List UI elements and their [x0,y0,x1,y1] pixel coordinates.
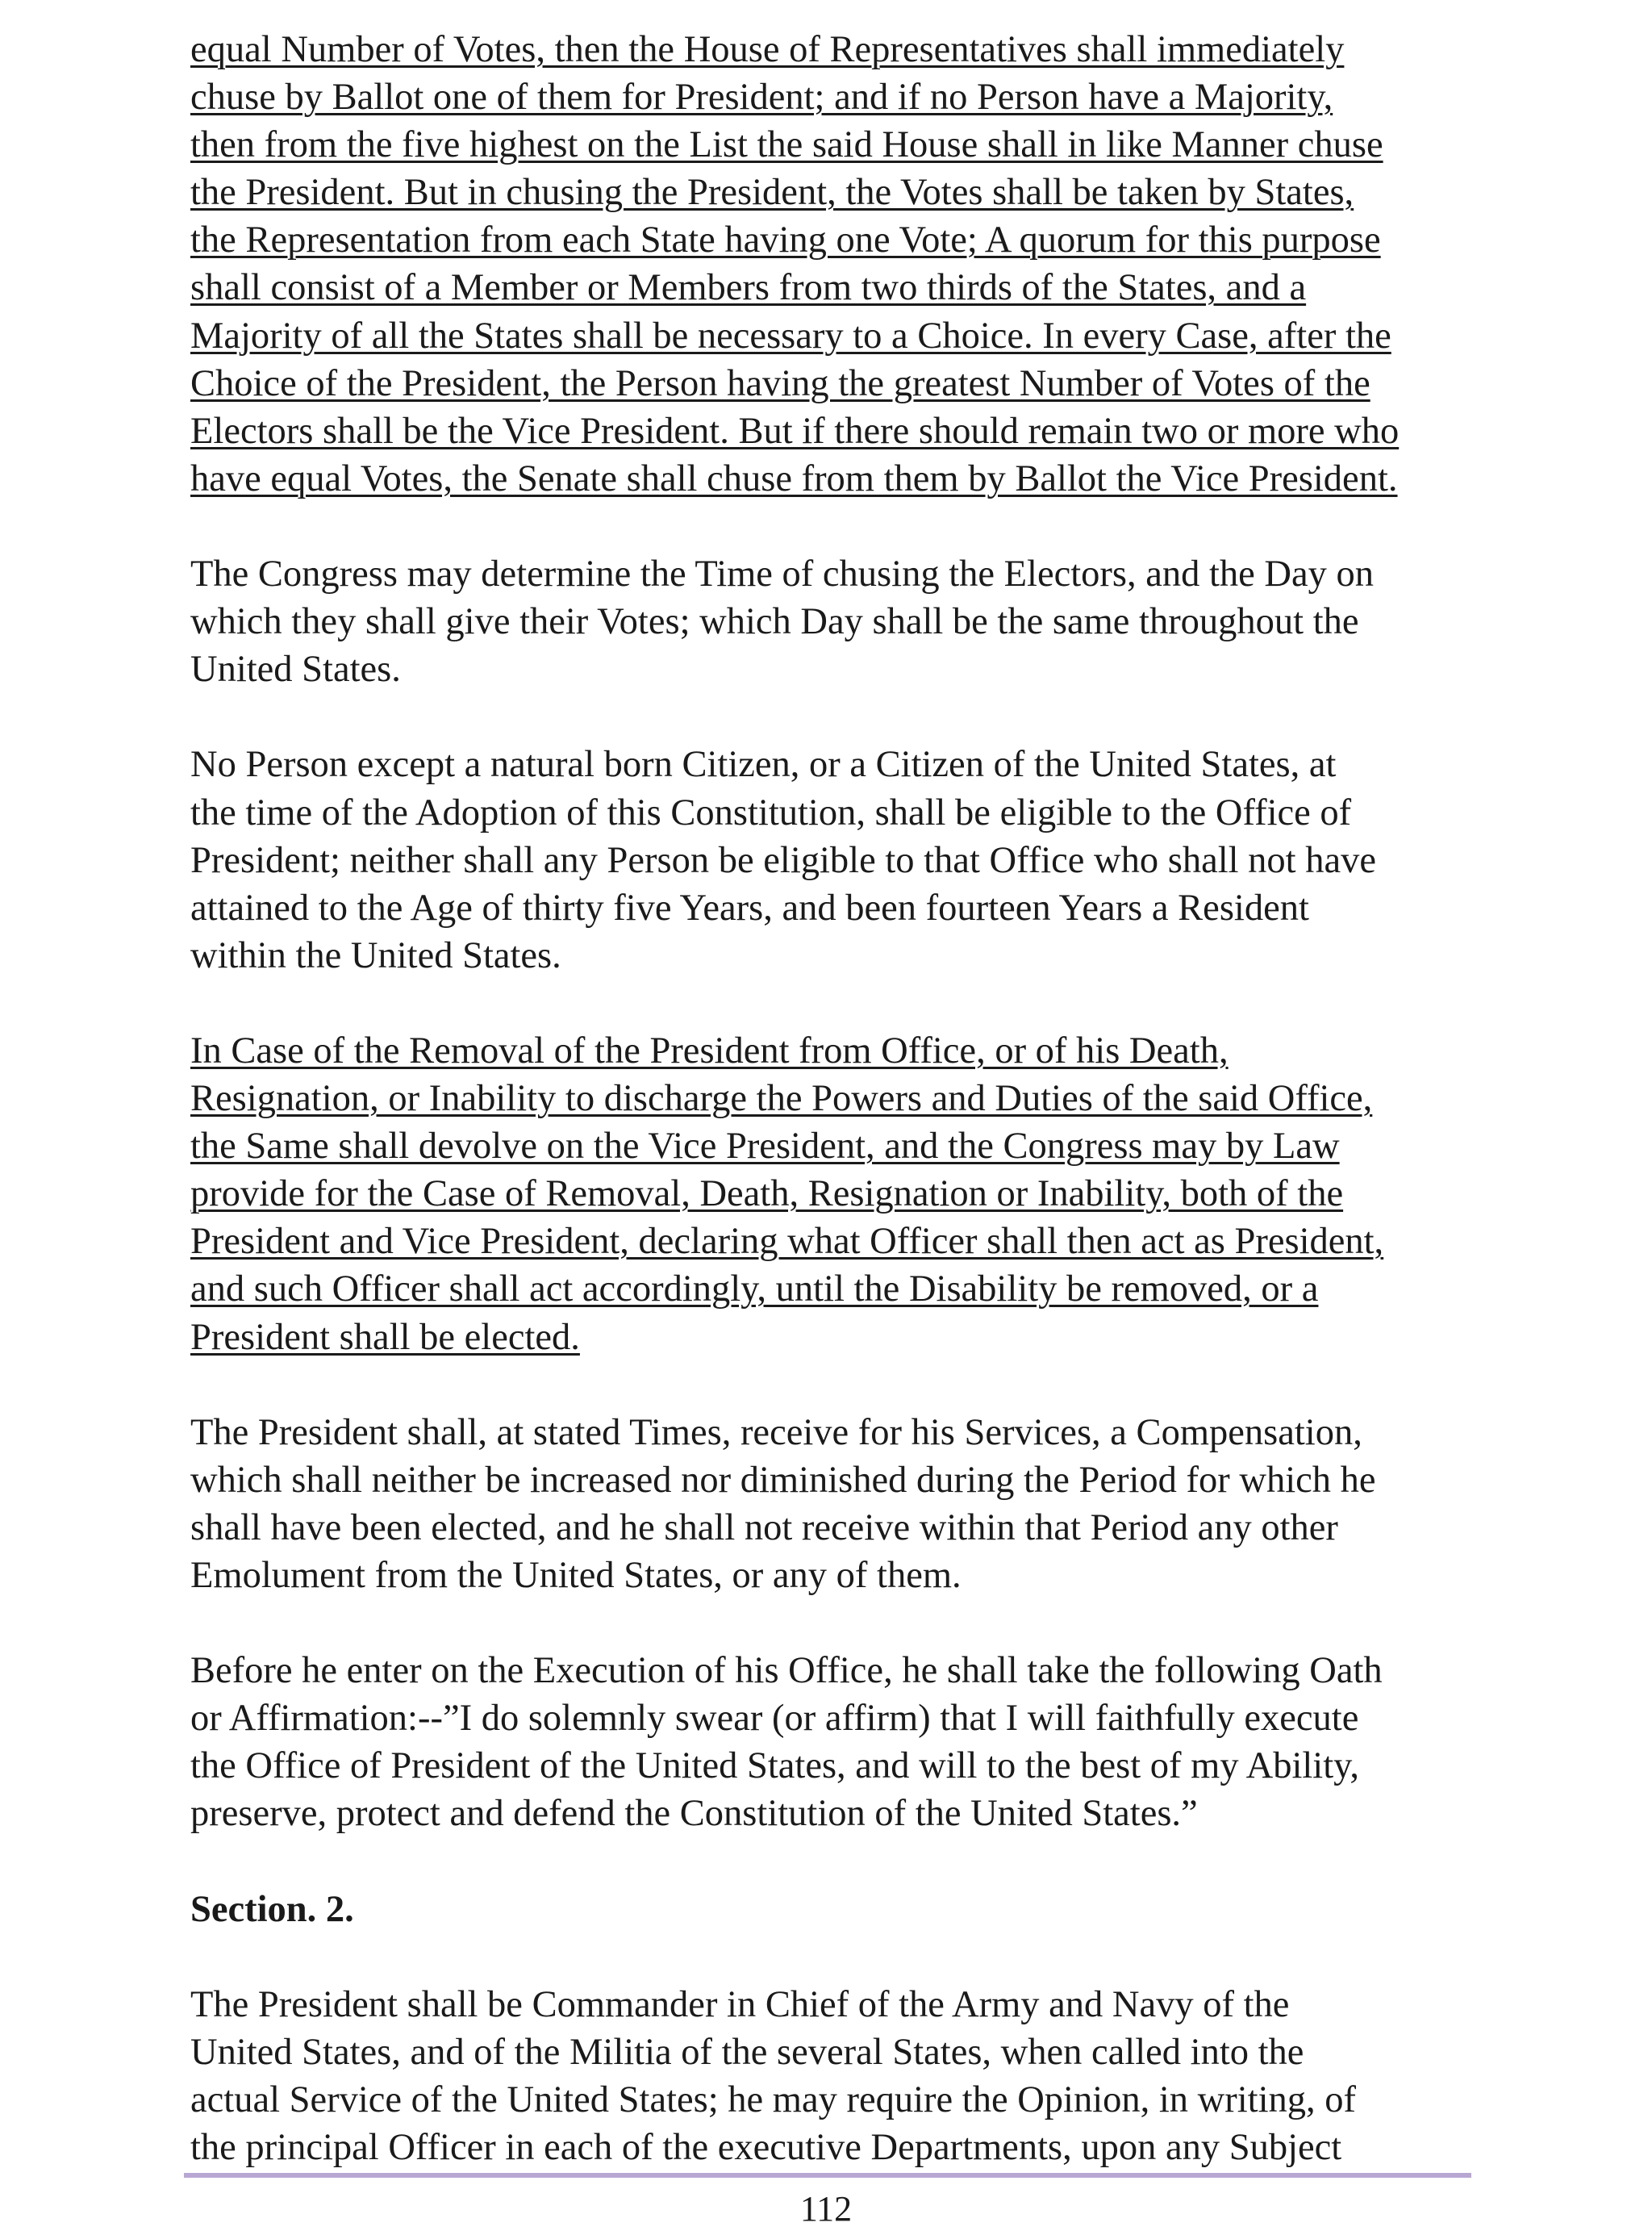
text-line: In Case of the Removal of the President from Office, or of his Death, [190,1030,1229,1072]
text-line: which shall neither be increased nor diminished during the Period for which he [190,1459,1376,1501]
paragraph [190,550,1475,693]
paragraph [190,1647,1475,1837]
text-line: Before he enter on the Execution of his Office, he shall take the following Oath [190,1650,1383,1692]
document-body [190,26,1475,2171]
underlined-paragraph [190,26,1475,503]
text-line: the Office of President of the United States, and will to the best of my Ability, [190,1745,1359,1787]
text-line: shall consist of a Member or Members from two thirds of the States, and a [190,267,1307,309]
text-line: then from the five highest on the List the said House shall in like Manner chuse [190,124,1383,166]
paragraph [190,741,1475,979]
text-line: and such Officer shall act accordingly, until the Disability be removed, or a [190,1268,1319,1310]
text-line: the Same shall devolve on the Vice President, and the Congress may by Law [190,1126,1340,1168]
text-line: shall have been elected, and he shall not receive within that Period any other [190,1506,1338,1548]
text-line: equal Number of Votes, then the House of Representatives shall immediately [190,29,1345,70]
text-line: Emolument from the United States, or any of them. [190,1555,962,1596]
text-line: attained to the Age of thirty five Years, and been fourteen Years a Resident [190,887,1309,929]
page-number: 112 [799,2189,853,2229]
text-line: which they shall give their Votes; which Day shall be the same throughout the [190,601,1359,643]
text-line: Choice of the President, the Person having the greatest Number of Votes of the [190,362,1370,404]
text-line: Electors shall be the Vice President. But if there should remain two or more who [190,410,1400,452]
text-line: provide for the Case of Removal, Death, Resignation or Inability, both of the [190,1173,1344,1215]
text-line: have equal Votes, the Senate shall chuse from them by Ballot the Vice President. [190,457,1398,499]
text-line: No Person except a natural born Citizen, or a Citizen of the United States, at [190,744,1337,786]
text-line: United States, and of the Militia of the several States, when called into the [190,2031,1304,2073]
text-line: Resignation, or Inability to discharge the Powers and Duties of the said Office, [190,1078,1373,1120]
text-line: The President shall, at stated Times, receive for his Services, a Compensation, [190,1411,1362,1453]
text-line: The Congress may determine the Time of chusing the Electors, and the Day on [190,554,1375,595]
text-line: President; neither shall any Person be eligible to that Office who shall not have [190,839,1376,881]
text-line: Majority of all the States shall be necessary to a Choice. In every Case, after the [190,315,1391,357]
text-line: President and Vice President, declaring what Officer shall then act as President, [190,1221,1384,1263]
text-line: or Affirmation:--”I do solemnly swear (or affirm) that I will faithfully execute [190,1698,1359,1740]
paragraph [190,1981,1475,2171]
text-line: chuse by Ballot one of them for President; and if no Person have a Majority, [190,77,1333,119]
text-line: United States. [190,649,401,691]
underlined-paragraph [190,1027,1475,1361]
paragraph [190,1409,1475,1599]
text-line: the President. But in chusing the President, the Votes shall be taken by States, [190,172,1354,214]
text-line: preserve, protect and defend the Constitution of the United States.” [190,1793,1198,1835]
document-page [190,26,1475,2171]
text-line: President shall be elected. [190,1316,580,1358]
text-line: The President shall be Commander in Chief of the Army and Navy of the [190,1983,1290,2025]
text-line: the time of the Adoption of this Constitution, shall be eligible to the Office of [190,792,1352,833]
text-line: within the United States. [190,934,561,976]
section-heading [190,1886,1475,1933]
text-line: the principal Officer in each of the executive Departments, upon any Subject [190,2127,1342,2169]
text-line: the Representation from each State having one Vote; A quorum for this purpose [190,219,1381,261]
text-line: actual Service of the United States; he may require the Opinion, in writing, of [190,2079,1356,2121]
text-line: Section. 2. [190,1888,354,1930]
footer-divider [184,2173,1471,2178]
